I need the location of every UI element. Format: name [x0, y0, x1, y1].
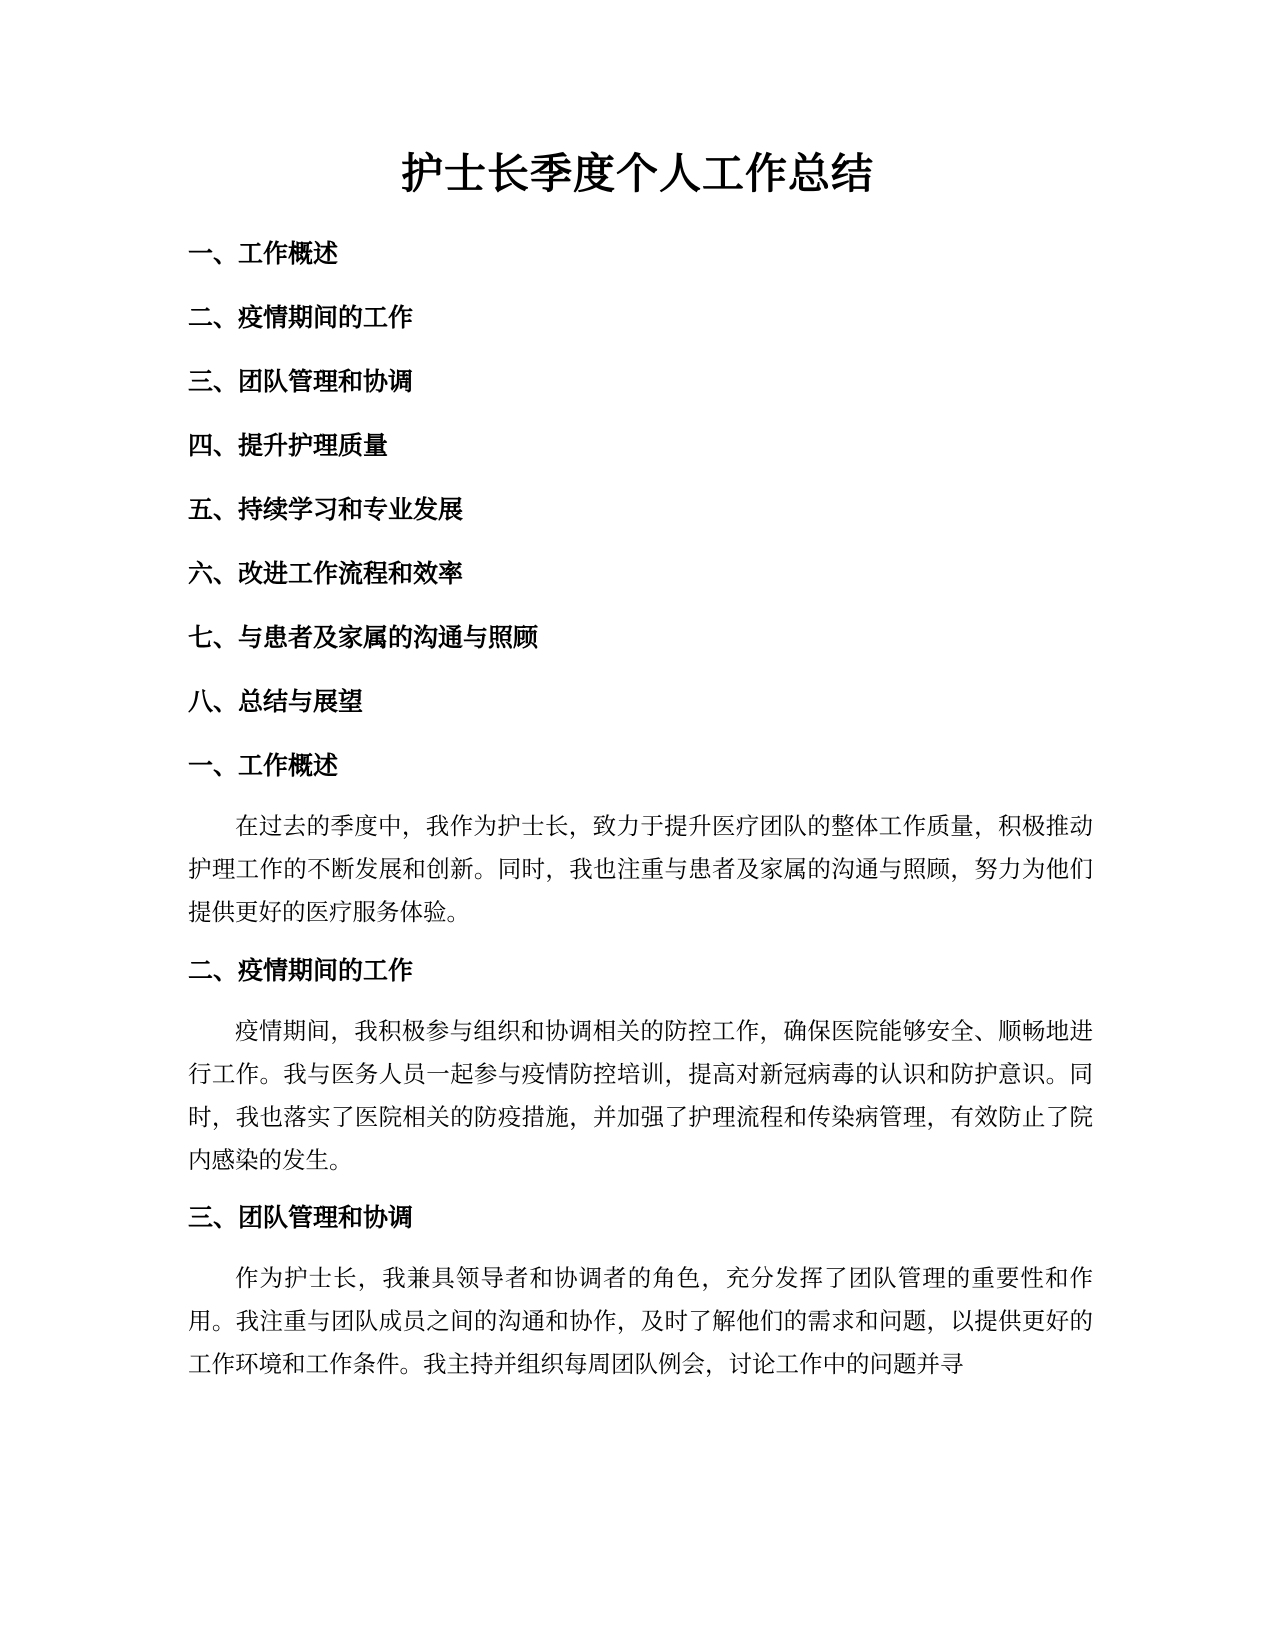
toc-item: 七、与患者及家属的沟通与照顾 — [188, 623, 539, 652]
section-heading: 一、工作概述 — [188, 751, 339, 780]
section-paragraph: 疫情期间，我积极参与组织和协调相关的防控工作，确保医院能够安全、顺畅地进行工作。我与医务人员一起参与疫情防控培训，提高对新冠病毒的认识和防护意识。同时，我也落实了医院相关的防疫措施，并加强了护理流程和传染病管理，有效防止了院内感染的发生。 — [188, 1017, 1093, 1174]
toc-item: 六、改进工作流程和效率 — [188, 559, 464, 588]
section-heading: 二、疫情期间的工作 — [188, 956, 414, 985]
page-title: 护士长季度个人工作总结 — [400, 149, 874, 198]
toc-item: 八、总结与展望 — [188, 687, 364, 716]
section-paragraph: 在过去的季度中，我作为护士长，致力于提升医疗团队的整体工作质量，积极推动护理工作的不断发展和创新。同时，我也注重与患者及家属的沟通与照顾，努力为他们提供更好的医疗服务体验。 — [188, 812, 1093, 926]
toc-item: 三、团队管理和协调 — [188, 367, 414, 396]
toc-item: 一、工作概述 — [188, 239, 339, 268]
toc-item: 五、持续学习和专业发展 — [188, 495, 464, 524]
section-heading: 三、团队管理和协调 — [188, 1203, 414, 1232]
toc-item: 二、疫情期间的工作 — [188, 303, 414, 332]
section-paragraph: 作为护士长，我兼具领导者和协调者的角色，充分发挥了团队管理的重要性和作用。我注重与团队成员之间的沟通和协作，及时了解他们的需求和问题，以提供更好的工作环境和工作条件。我主持并组织每周团队例会，讨论工作中的问题并寻 — [188, 1264, 1093, 1378]
toc-item: 四、提升护理质量 — [188, 431, 389, 460]
